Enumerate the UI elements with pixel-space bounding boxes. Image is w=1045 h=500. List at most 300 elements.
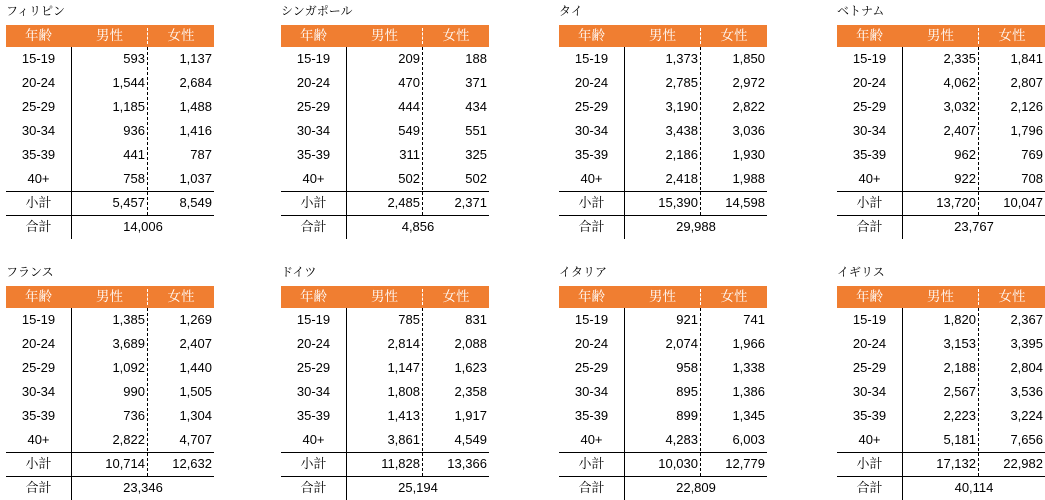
table-row (559, 428, 767, 452)
female-value: 1,917 (454, 408, 487, 423)
male-value: 593 (123, 51, 145, 66)
header-female: 女性 (442, 289, 470, 304)
total-row (6, 476, 214, 500)
male-value: 2,785 (665, 75, 698, 90)
table-row (281, 380, 489, 404)
male-value: 3,438 (665, 123, 698, 138)
table-header (837, 25, 1045, 47)
header-age: 年齢 (856, 289, 883, 304)
subtotal-row (559, 452, 767, 476)
age-group: 35-39 (296, 408, 331, 423)
female-value: 1,338 (732, 360, 765, 375)
table-row (837, 404, 1045, 428)
male-value: 1,185 (112, 99, 145, 114)
total-row (6, 215, 214, 239)
female-value: 1,966 (732, 336, 765, 351)
age-group: 40+ (580, 171, 603, 186)
age-group: 15-19 (296, 51, 331, 66)
table-header (6, 25, 214, 47)
table-header (281, 286, 489, 308)
male-value: 3,861 (387, 432, 420, 447)
age-group: 20-24 (574, 336, 609, 351)
table-row (6, 356, 214, 380)
age-group: 30-34 (574, 123, 609, 138)
female-value: 1,416 (179, 123, 212, 138)
header-male: 男性 (371, 289, 398, 304)
header-divider (978, 289, 979, 305)
column-divider-dashed (700, 308, 701, 476)
divider-line (837, 452, 1045, 453)
male-value: 899 (676, 408, 698, 423)
table-row (837, 47, 1045, 71)
column-divider-dashed (147, 47, 148, 215)
country-name: イタリア (559, 265, 608, 279)
header-male: 男性 (927, 289, 954, 304)
age-group: 35-39 (21, 408, 56, 423)
male-subtotal: 11,828 (381, 456, 420, 471)
age-group: 35-39 (574, 147, 609, 162)
divider-line (837, 215, 1045, 216)
male-value: 1,544 (112, 75, 145, 90)
divider-line (559, 476, 767, 477)
age-group: 40+ (580, 432, 603, 447)
table-row (559, 47, 767, 71)
table-header (837, 286, 1045, 308)
female-value: 1,841 (1010, 51, 1043, 66)
male-value: 502 (398, 171, 420, 186)
table-row (837, 380, 1045, 404)
male-value: 2,567 (943, 384, 976, 399)
female-value: 2,807 (1010, 75, 1043, 90)
age-group: 15-19 (21, 51, 56, 66)
country-name: フィリピン (6, 4, 66, 18)
divider-line (559, 215, 767, 216)
table-header (6, 286, 214, 308)
header-divider (422, 28, 423, 44)
female-value: 4,707 (179, 432, 212, 447)
table-row (281, 332, 489, 356)
column-divider (346, 47, 347, 239)
age-group: 25-29 (852, 99, 887, 114)
female-value: 787 (190, 147, 212, 162)
table-row (837, 143, 1045, 167)
male-value: 2,418 (665, 171, 698, 186)
header-divider (422, 289, 423, 305)
header-male: 男性 (96, 28, 123, 43)
total-value: 22,809 (676, 480, 716, 495)
column-divider (71, 308, 72, 500)
total-row (559, 215, 767, 239)
country-name: イギリス (837, 265, 885, 279)
age-group: 20-24 (852, 75, 887, 90)
table-row (6, 47, 214, 71)
subtotal-row (837, 191, 1045, 215)
female-value: 1,796 (1010, 123, 1043, 138)
male-value: 895 (676, 384, 698, 399)
table-row (281, 308, 489, 332)
total-label: 合計 (578, 480, 605, 495)
female-value: 4,549 (454, 432, 487, 447)
column-divider-dashed (422, 308, 423, 476)
female-value: 741 (743, 312, 765, 327)
male-subtotal: 10,030 (658, 456, 698, 471)
header-female: 女性 (998, 28, 1026, 43)
total-label: 合計 (25, 219, 52, 234)
total-row (559, 476, 767, 500)
column-divider-dashed (422, 47, 423, 215)
male-value: 922 (954, 171, 976, 186)
female-value: 1,345 (732, 408, 765, 423)
header-male: 男性 (927, 28, 954, 43)
table-row (6, 71, 214, 95)
total-label: 合計 (25, 480, 52, 495)
header-age: 年齢 (578, 28, 605, 43)
male-value: 5,181 (943, 432, 976, 447)
header-male: 男性 (371, 28, 398, 43)
male-value: 758 (123, 171, 145, 186)
age-group: 25-29 (574, 99, 609, 114)
male-value: 1,808 (387, 384, 420, 399)
table-header (559, 286, 767, 308)
female-subtotal: 8,549 (179, 195, 212, 210)
header-male: 男性 (649, 28, 676, 43)
table-row (6, 332, 214, 356)
male-value: 444 (398, 99, 420, 114)
age-group: 20-24 (21, 336, 56, 351)
male-subtotal: 2,485 (387, 195, 420, 210)
male-value: 785 (398, 312, 420, 327)
age-group: 35-39 (296, 147, 331, 162)
table-row (559, 308, 767, 332)
divider-line (281, 215, 489, 216)
male-value: 2,335 (943, 51, 976, 66)
female-value: 2,358 (454, 384, 487, 399)
subtotal-label: 小計 (856, 456, 883, 471)
female-value: 2,822 (732, 99, 765, 114)
country-name: ベトナム (837, 4, 885, 18)
male-value: 1,413 (387, 408, 420, 423)
female-subtotal: 14,598 (725, 195, 765, 210)
male-value: 1,147 (387, 360, 420, 375)
age-group: 30-34 (852, 123, 887, 138)
total-label: 合計 (856, 480, 883, 495)
age-group: 25-29 (21, 99, 56, 114)
male-value: 1,092 (112, 360, 145, 375)
age-group: 20-24 (574, 75, 609, 90)
country-name: シンガポール (281, 4, 353, 18)
female-value: 2,804 (1010, 360, 1043, 375)
female-value: 1,304 (179, 408, 212, 423)
header-divider (147, 28, 148, 44)
age-group: 20-24 (21, 75, 56, 90)
male-value: 4,062 (943, 75, 976, 90)
divider-line (837, 476, 1045, 477)
female-value: 6,003 (732, 432, 765, 447)
header-age: 年齢 (25, 28, 52, 43)
column-divider (346, 308, 347, 500)
age-group: 20-24 (296, 336, 331, 351)
female-subtotal: 22,982 (1003, 456, 1043, 471)
female-subtotal: 10,047 (1003, 195, 1043, 210)
age-group: 40+ (27, 171, 50, 186)
age-group: 35-39 (852, 408, 887, 423)
female-subtotal: 12,632 (172, 456, 212, 471)
table-row (559, 95, 767, 119)
table-row (837, 332, 1045, 356)
table-header (281, 25, 489, 47)
male-value: 3,153 (943, 336, 976, 351)
male-value: 2,074 (665, 336, 698, 351)
male-value: 3,190 (665, 99, 698, 114)
total-label: 合計 (856, 219, 883, 234)
female-value: 2,684 (179, 75, 212, 90)
total-label: 合計 (300, 219, 327, 234)
female-value: 7,656 (1010, 432, 1043, 447)
subtotal-row (281, 191, 489, 215)
age-group: 15-19 (852, 312, 887, 327)
male-subtotal: 13,720 (936, 195, 976, 210)
header-divider (700, 28, 701, 44)
male-value: 1,820 (943, 312, 976, 327)
male-value: 990 (123, 384, 145, 399)
age-group: 30-34 (21, 384, 56, 399)
table-row (6, 404, 214, 428)
male-value: 921 (676, 312, 698, 327)
column-divider-dashed (147, 308, 148, 476)
divider-line (6, 476, 214, 477)
column-divider (624, 47, 625, 239)
male-value: 1,373 (665, 51, 698, 66)
female-value: 188 (465, 51, 487, 66)
header-female: 女性 (167, 289, 195, 304)
female-value: 1,505 (179, 384, 212, 399)
female-value: 1,386 (732, 384, 765, 399)
male-value: 2,186 (665, 147, 698, 162)
male-value: 209 (398, 51, 420, 66)
female-value: 2,088 (454, 336, 487, 351)
table-row (6, 428, 214, 452)
header-female: 女性 (442, 28, 470, 43)
column-divider-dashed (700, 47, 701, 215)
age-group: 35-39 (852, 147, 887, 162)
table-row (559, 143, 767, 167)
female-value: 1,988 (732, 171, 765, 186)
header-female: 女性 (720, 289, 748, 304)
table-row (837, 119, 1045, 143)
female-value: 371 (465, 75, 487, 90)
total-label: 合計 (578, 219, 605, 234)
male-value: 936 (123, 123, 145, 138)
total-value: 29,988 (676, 219, 716, 234)
age-group: 40+ (858, 171, 881, 186)
age-group: 40+ (302, 432, 325, 447)
table-row (281, 95, 489, 119)
age-group: 25-29 (852, 360, 887, 375)
subtotal-label: 小計 (578, 456, 605, 471)
table-row (837, 428, 1045, 452)
subtotal-label: 小計 (300, 456, 327, 471)
table-row (281, 404, 489, 428)
total-row (281, 476, 489, 500)
table-row (6, 308, 214, 332)
age-group: 30-34 (852, 384, 887, 399)
table-row (6, 119, 214, 143)
female-subtotal: 13,366 (447, 456, 487, 471)
header-age: 年齢 (300, 28, 327, 43)
country-name: フランス (6, 265, 54, 279)
table-row (6, 143, 214, 167)
table-row (6, 380, 214, 404)
total-value: 23,767 (954, 219, 994, 234)
female-value: 2,972 (732, 75, 765, 90)
age-group: 25-29 (21, 360, 56, 375)
male-subtotal: 5,457 (112, 195, 145, 210)
column-divider (71, 47, 72, 239)
male-value: 2,814 (387, 336, 420, 351)
total-row (837, 215, 1045, 239)
table-row (837, 167, 1045, 191)
table-row (559, 71, 767, 95)
age-group: 15-19 (574, 51, 609, 66)
age-group: 25-29 (296, 99, 331, 114)
female-subtotal: 2,371 (454, 195, 487, 210)
header-divider (700, 289, 701, 305)
female-value: 3,536 (1010, 384, 1043, 399)
divider-line (559, 452, 767, 453)
male-value: 1,385 (112, 312, 145, 327)
male-value: 2,223 (943, 408, 976, 423)
header-male: 男性 (96, 289, 123, 304)
female-value: 2,407 (179, 336, 212, 351)
age-group: 30-34 (296, 384, 331, 399)
column-divider-dashed (978, 47, 979, 215)
male-value: 2,822 (112, 432, 145, 447)
divider-line (281, 476, 489, 477)
subtotal-row (6, 191, 214, 215)
female-value: 769 (1021, 147, 1043, 162)
male-subtotal: 15,390 (658, 195, 698, 210)
female-value: 551 (465, 123, 487, 138)
table-row (281, 119, 489, 143)
male-value: 311 (399, 147, 420, 162)
divider-line (281, 452, 489, 453)
header-age: 年齢 (856, 28, 883, 43)
male-value: 4,283 (665, 432, 698, 447)
country-name: タイ (559, 4, 583, 18)
subtotal-row (559, 191, 767, 215)
table-row (559, 167, 767, 191)
table-row (281, 71, 489, 95)
female-value: 1,488 (179, 99, 212, 114)
table-row (837, 308, 1045, 332)
table-row (281, 356, 489, 380)
divider-line (6, 191, 214, 192)
female-value: 1,623 (454, 360, 487, 375)
total-value: 25,194 (398, 480, 438, 495)
header-divider (978, 28, 979, 44)
age-group: 20-24 (296, 75, 331, 90)
age-group: 30-34 (296, 123, 331, 138)
female-value: 1,850 (732, 51, 765, 66)
female-value: 1,930 (732, 147, 765, 162)
age-group: 25-29 (574, 360, 609, 375)
male-value: 441 (123, 147, 145, 162)
table-header (559, 25, 767, 47)
female-value: 434 (465, 99, 487, 114)
column-divider-dashed (978, 308, 979, 476)
total-row (837, 476, 1045, 500)
male-value: 470 (398, 75, 420, 90)
total-label: 合計 (300, 480, 327, 495)
column-divider (624, 308, 625, 500)
male-value: 549 (398, 123, 420, 138)
divider-line (559, 191, 767, 192)
divider-line (6, 215, 214, 216)
male-value: 2,188 (943, 360, 976, 375)
table-row (559, 356, 767, 380)
male-value: 3,032 (943, 99, 976, 114)
age-group: 40+ (858, 432, 881, 447)
subtotal-label: 小計 (300, 195, 327, 210)
male-value: 2,407 (943, 123, 976, 138)
age-group: 25-29 (296, 360, 331, 375)
age-group: 35-39 (574, 408, 609, 423)
female-value: 3,036 (732, 123, 765, 138)
table-row (837, 95, 1045, 119)
female-value: 1,440 (179, 360, 212, 375)
female-value: 1,137 (179, 51, 212, 66)
total-value: 23,346 (123, 480, 163, 495)
table-row (281, 47, 489, 71)
female-value: 1,269 (179, 312, 212, 327)
table-row (281, 167, 489, 191)
female-value: 1,037 (179, 171, 212, 186)
age-group: 20-24 (852, 336, 887, 351)
table-row (837, 71, 1045, 95)
header-female: 女性 (720, 28, 748, 43)
female-value: 831 (465, 312, 487, 327)
age-group: 15-19 (21, 312, 56, 327)
table-row (6, 167, 214, 191)
header-divider (147, 289, 148, 305)
table-row (837, 356, 1045, 380)
female-value: 2,367 (1010, 312, 1043, 327)
header-female: 女性 (998, 289, 1026, 304)
male-subtotal: 10,714 (105, 456, 145, 471)
female-subtotal: 12,779 (725, 456, 765, 471)
table-row (281, 428, 489, 452)
country-name: ドイツ (281, 265, 317, 279)
table-row (559, 332, 767, 356)
total-value: 4,856 (401, 219, 435, 234)
header-female: 女性 (167, 28, 195, 43)
female-value: 502 (465, 171, 487, 186)
female-value: 708 (1021, 171, 1043, 186)
age-group: 15-19 (852, 51, 887, 66)
age-group: 40+ (27, 432, 50, 447)
table-row (281, 143, 489, 167)
column-divider (902, 308, 903, 500)
table-row (559, 380, 767, 404)
age-group: 15-19 (574, 312, 609, 327)
male-value: 736 (123, 408, 145, 423)
age-group: 30-34 (21, 123, 56, 138)
divider-line (6, 452, 214, 453)
female-value: 3,224 (1010, 408, 1043, 423)
total-value: 40,114 (954, 480, 994, 495)
header-age: 年齢 (578, 289, 605, 304)
subtotal-label: 小計 (856, 195, 883, 210)
